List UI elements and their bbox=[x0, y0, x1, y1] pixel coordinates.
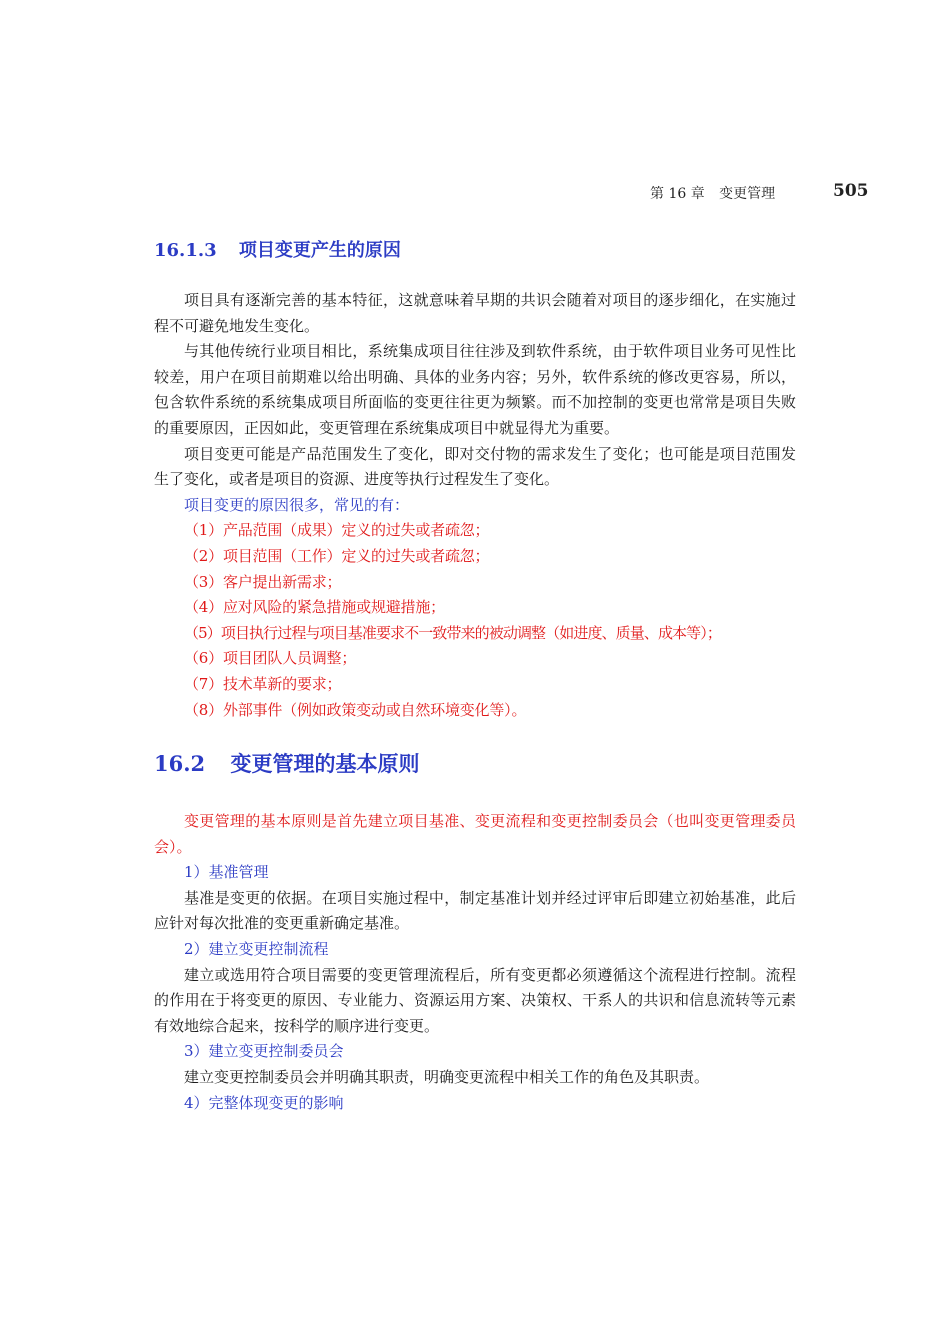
list-item: （6）项目团队人员调整； bbox=[184, 649, 357, 668]
list-item: （4）应对风险的紧急措施或规避措施； bbox=[184, 598, 445, 617]
item-body-baseline: 基准是变更的依据。在项目实施过程中，制定基准计划并经过评审后即建立初始基准，此后应针对每次批准的变更重新确定基准。 bbox=[154, 888, 796, 933]
item-heading-ccb: 3）建立变更控制委员会 bbox=[184, 1042, 344, 1061]
chapter-number: 第 16 章 bbox=[650, 186, 705, 202]
page-content bbox=[154, 238, 796, 1116]
section-number: 16.2 bbox=[154, 751, 206, 777]
item-heading-impact: 4）完整体现变更的影响 bbox=[184, 1093, 344, 1112]
paragraph: 项目具有逐渐完善的基本特征，这就意味着早期的共识会随着对项目的逐步细化，在实施过程不可避免地发生变化。 bbox=[154, 291, 796, 335]
item-body-change-flow: 建立或选用符合项目需要的变更管理流程后，所有变更都必须遵循这个流程进行控制。流程的作用在于将变更的原因、专业能力、资源运用方案、决策权、干系人的共识和信息流转等元素有效地综合起来，按科学的顺序进行变更。 bbox=[154, 965, 796, 1035]
chapter-title: 变更管理 bbox=[719, 186, 776, 202]
list-item: （3）客户提出新需求； bbox=[184, 572, 342, 591]
item-heading-change-flow: 2）建立变更控制流程 bbox=[184, 940, 329, 959]
subsection-number: 16.1.3 bbox=[154, 240, 217, 261]
list-item: （1）产品范围（成果）定义的过失或者疏忽； bbox=[184, 521, 490, 540]
section-heading-16-2 bbox=[154, 749, 796, 779]
section-title: 变更管理的基本原则 bbox=[230, 751, 420, 777]
paragraph: 与其他传统行业项目相比，系统集成项目往往涉及到软件系统，由于软件项目业务可见性比较差，用户在项目前期难以给出明确、具体的业务内容；另外，软件系统的修改更容易，所以，包含软件系统的系统集成项目所面临的变更往往更为频繁。而不加控制的变更也常常是项目失败的重要原因，正因如此，变更管理在系统集成项目中就显得尤为重要。 bbox=[154, 342, 796, 437]
page-number: 505 bbox=[833, 181, 869, 201]
item-heading-baseline: 1）基准管理 bbox=[184, 863, 269, 882]
reasons-list bbox=[154, 518, 796, 723]
item-body-ccb: 建立变更控制委员会并明确其职责，明确变更流程中相关工作的角色及其职责。 bbox=[184, 1068, 710, 1087]
principles-intro: 变更管理的基本原则是首先建立项目基准、变更流程和变更控制委员会（也叫变更管理委员会）。 bbox=[154, 812, 796, 856]
list-item: （2）项目范围（工作）定义的过失或者疏忽； bbox=[184, 546, 490, 565]
running-header bbox=[650, 183, 775, 203]
subsection-heading-16-1-3 bbox=[154, 238, 796, 264]
list-item: （7）技术革新的要求； bbox=[184, 674, 342, 693]
list-item: （8）外部事件（例如政策变动或自然环境变化等）。 bbox=[184, 700, 527, 719]
list-item: （5）项目执行过程与项目基准要求不一致带来的被动调整（如进度、质量、成本等）； bbox=[184, 623, 721, 642]
paragraph: 项目变更可能是产品范围发生了变化，即对交付物的需求发生了变化；也可能是项目范围发生了变化，或者是项目的资源、进度等执行过程发生了变化。 bbox=[154, 444, 796, 489]
subsection-title: 项目变更产生的原因 bbox=[238, 240, 401, 261]
reasons-intro: 项目变更的原因很多，常见的有： bbox=[184, 495, 410, 514]
